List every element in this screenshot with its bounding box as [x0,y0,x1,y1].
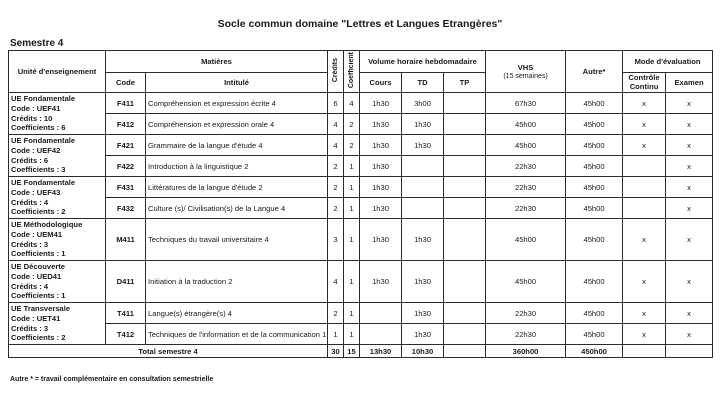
cours-value: 1h30 [360,156,402,177]
table-row [9,156,713,177]
td-value: 1h30 [402,135,444,156]
subject-title: Compréhension et expression écrite 4 [146,93,328,114]
header-td: TD [402,73,444,93]
autre-value: 45h00 [566,135,623,156]
table-row [9,324,713,345]
header-vhs: VHS (15 semaines) [486,51,566,93]
cc-mark: x [623,303,666,324]
table-row [9,303,713,324]
total-coef: 15 [344,345,360,358]
cours-value: 1h30 [360,261,402,303]
td-value: 1h30 [402,261,444,303]
subject-title: Grammaire de la langue d'étude 4 [146,135,328,156]
ue-cell: UE Fondamentale Code : UEF42 Crédits : 6 Coefficients : 3 [9,135,106,177]
cc-mark [623,156,666,177]
credits-value: 1 [328,324,344,345]
tp-value [444,303,486,324]
coef-value: 2 [344,114,360,135]
vhs-value: 67h30 [486,93,566,114]
vhs-value: 45h00 [486,261,566,303]
coef-value: 1 [344,156,360,177]
page-title: Socle commun domaine "Lettres et Langues Etrangères" [217,18,503,30]
autre-value: 45h00 [566,261,623,303]
subject-title: Techniques du travail universitaire 4 [146,219,328,261]
subject-code: T412 [106,324,146,345]
vhs-value: 22h30 [486,156,566,177]
td-value: 1h30 [402,303,444,324]
cc-mark: x [623,261,666,303]
header-volume-horaire: Volume horaire hebdomadaire [360,51,486,73]
exam-mark: x [666,93,713,114]
table-row [9,177,713,198]
subject-code: D411 [106,261,146,303]
td-value [402,177,444,198]
subject-title: Culture (s)/ Civilisation(s) de la Langue 4 [146,198,328,219]
total-empty-cc [623,345,666,358]
cc-mark: x [623,219,666,261]
header-controle-continu: Contrôle Continu [623,73,666,93]
td-value [402,198,444,219]
coef-value: 4 [344,93,360,114]
subject-title: Introduction à la linguistique 2 [146,156,328,177]
credits-value: 4 [328,114,344,135]
tp-value [444,261,486,303]
coef-value: 2 [344,135,360,156]
td-value: 1h30 [402,324,444,345]
table-row [9,135,713,156]
total-row [9,345,713,358]
tp-value [444,156,486,177]
exam-mark: x [666,261,713,303]
header-autre: Autre* [566,51,623,93]
exam-mark: x [666,156,713,177]
table-row [9,93,713,114]
header-code: Code [106,73,146,93]
tp-value [444,135,486,156]
exam-mark: x [666,114,713,135]
exam-mark: x [666,219,713,261]
vhs-value: 45h00 [486,135,566,156]
cc-mark [623,177,666,198]
total-cours: 13h30 [360,345,402,358]
coef-value: 1 [344,303,360,324]
curriculum-table [8,50,713,358]
subject-title: Initiation à la traduction 2 [146,261,328,303]
ue-cell: UE Découverte Code : UED41 Crédits : 4 Coefficients : 1 [9,261,106,303]
subject-title: Langue(s) étrangère(s) 4 [146,303,328,324]
autre-value: 45h00 [566,198,623,219]
tp-value [444,324,486,345]
total-tp [444,345,486,358]
td-value: 3h00 [402,93,444,114]
subject-code: F412 [106,114,146,135]
table-row [9,261,713,303]
subject-title: Compréhension et expression orale 4 [146,114,328,135]
total-autre: 450h00 [566,345,623,358]
subject-title: Techniques de l'information et de la communication 1 [146,324,328,345]
credits-value: 3 [328,219,344,261]
autre-value: 45h00 [566,114,623,135]
header-examen: Examen [666,73,713,93]
footnote: Autre * = travail complémentaire en consultation semestrielle [10,376,214,383]
cours-value: 1h30 [360,198,402,219]
header-intitule: Intitulé [146,73,328,93]
header-tp: TP [444,73,486,93]
coef-value: 1 [344,198,360,219]
credits-value: 4 [328,261,344,303]
table-row [9,114,713,135]
exam-mark: x [666,324,713,345]
credits-value: 2 [328,198,344,219]
ue-cell: UE Méthodologique Code : UEM41 Crédits : 3 Coefficients : 1 [9,219,106,261]
subject-code: F422 [106,156,146,177]
credits-value: 6 [328,93,344,114]
coef-value: 1 [344,261,360,303]
tp-value [444,177,486,198]
total-empty-exam [666,345,713,358]
cours-value: 1h30 [360,219,402,261]
header-mode-evaluation: Mode d'évaluation [623,51,713,73]
header-matieres: Matières [106,51,328,73]
cours-value: 1h30 [360,177,402,198]
vhs-value: 22h30 [486,324,566,345]
autre-value: 45h00 [566,324,623,345]
cc-mark: x [623,324,666,345]
total-vhs: 360h00 [486,345,566,358]
cc-mark: x [623,93,666,114]
cours-value [360,303,402,324]
credits-value: 2 [328,177,344,198]
cc-mark [623,198,666,219]
coef-value: 1 [344,177,360,198]
total-label: Total semestre 4 [9,345,328,358]
cours-value: 1h30 [360,93,402,114]
autre-value: 45h00 [566,219,623,261]
credits-value: 2 [328,303,344,324]
cc-mark: x [623,114,666,135]
cours-value [360,324,402,345]
autre-value: 45h00 [566,93,623,114]
exam-mark: x [666,303,713,324]
table-row [9,198,713,219]
subject-code: F421 [106,135,146,156]
subject-title: Littératures de la langue d'étude 2 [146,177,328,198]
td-value: 1h30 [402,114,444,135]
vhs-value: 22h30 [486,177,566,198]
exam-mark: x [666,177,713,198]
cours-value: 1h30 [360,114,402,135]
tp-value [444,198,486,219]
autre-value: 45h00 [566,156,623,177]
header-coefficient: Coefficient [344,51,360,93]
header-cours: Cours [360,73,402,93]
exam-mark: x [666,135,713,156]
credits-value: 4 [328,135,344,156]
tp-value [444,114,486,135]
total-td: 10h30 [402,345,444,358]
table-row [9,219,713,261]
cours-value: 1h30 [360,135,402,156]
tp-value [444,93,486,114]
subject-code: F431 [106,177,146,198]
vhs-value: 45h00 [486,219,566,261]
subject-code: F432 [106,198,146,219]
cc-mark: x [623,135,666,156]
td-value [402,156,444,177]
ue-cell: UE Fondamentale Code : UEF41 Crédits : 10 Coefficients : 6 [9,93,106,135]
subject-code: T411 [106,303,146,324]
vhs-value: 22h30 [486,303,566,324]
tp-value [444,219,486,261]
td-value: 1h30 [402,219,444,261]
subject-code: M411 [106,219,146,261]
semester-title: Semestre 4 [10,38,64,49]
coef-value: 1 [344,324,360,345]
autre-value: 45h00 [566,177,623,198]
vhs-value: 45h00 [486,114,566,135]
autre-value: 45h00 [566,303,623,324]
header-credits: Crédits [328,51,344,93]
subject-code: F411 [106,93,146,114]
header-unite: Unité d'enseignement [9,51,106,93]
coef-value: 1 [344,219,360,261]
ue-cell: UE Fondamentale Code : UEF43 Crédits : 4 Coefficients : 2 [9,177,106,219]
total-credits: 30 [328,345,344,358]
vhs-value: 22h30 [486,198,566,219]
ue-cell: UE Transversale Code : UET41 Crédits : 3 Coefficients : 2 [9,303,106,345]
exam-mark: x [666,198,713,219]
credits-value: 2 [328,156,344,177]
